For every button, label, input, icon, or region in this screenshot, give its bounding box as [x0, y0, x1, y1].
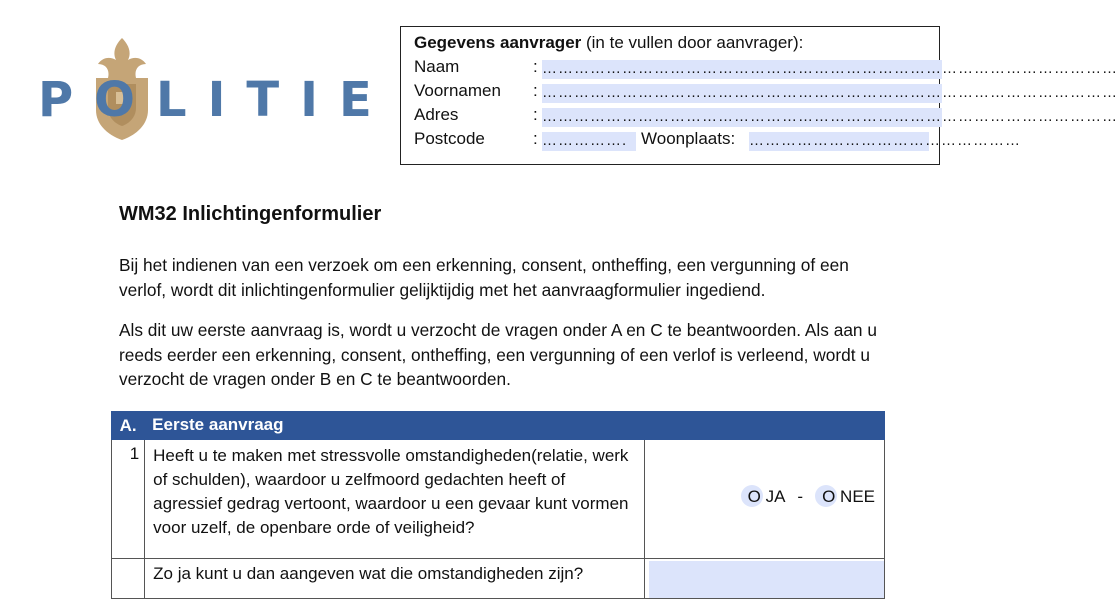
postcode-label: Postcode — [414, 129, 485, 148]
question-followup-text: Zo ja kunt u dan aangeven wat die omstandigheden zijn? — [145, 559, 645, 599]
city-field[interactable]: …………………………………………… — [749, 132, 1021, 149]
address-field[interactable]: ……………………………………………………………………………………………… — [542, 108, 1118, 125]
name-colon: : — [533, 57, 538, 76]
address-label: Adres — [414, 105, 459, 124]
yes-label: O JA — [747, 487, 786, 507]
question-row-1 — [112, 440, 885, 559]
followup-answer-field[interactable] — [649, 561, 884, 598]
postcode-field[interactable]: ……………. — [542, 132, 636, 151]
logo-wordmark: POLITIE — [38, 72, 393, 128]
question-answer-cell — [644, 440, 884, 559]
postcode-row — [414, 129, 1021, 153]
postcode-colon: : — [533, 129, 538, 148]
applicant-box-title — [414, 33, 803, 53]
question-text: Heeft u te maken met stressvolle omstandigheden(relatie, werk of schulden), waardoor u zelfmoord gedachten heeft of agressief gedrag vertoont, waardoor u een gevaar kunt vormen voor uzelf, de openbare orde of veiligheid? — [145, 440, 645, 559]
choice-separator: - — [797, 487, 804, 507]
instruction-paragraph: Als dit uw eerste aanvraag is, wordt u verzocht de vragen onder A en C te beantwoorden. Als aan u reeds eerder een erkenning, consent, ontheffing, een vergunning of een verlof is verleend, wordt u verzocht de vragen onder B en C te beantwoorden. — [119, 320, 877, 389]
section-a-table — [111, 411, 885, 599]
applicant-title-bold: Gegevens aanvrager — [414, 33, 582, 52]
form-title: WM32 Inlichtingenformulier — [119, 203, 382, 225]
followup-answer-cell — [644, 559, 884, 599]
section-title: Eerste aanvraag — [145, 412, 885, 440]
first-names-field[interactable]: ……………………………………………………………………………………………… — [542, 84, 1118, 101]
intro-paragraph: Bij het indienen van een verzoek om een erkenning, consent, ontheffing, een vergunning of een verlof, wordt dit inlichtingenformulier gelijktijdig met het aanvraagformulier ingediend. — [119, 255, 849, 300]
address-colon: : — [533, 105, 538, 124]
yes-no-choice — [741, 487, 875, 509]
first-names-label: Voornamen — [414, 81, 501, 100]
name-label: Naam — [414, 57, 460, 76]
applicant-title-rest: (in te vullen door aanvrager): — [581, 33, 804, 52]
question-row-2 — [112, 559, 885, 599]
question-number: 1 — [112, 440, 145, 559]
section-a-header — [112, 412, 885, 440]
section-letter: A. — [112, 412, 145, 440]
name-field[interactable]: ……………………………………………………………………………………………… — [542, 60, 1118, 77]
city-label: Woonplaats: — [641, 129, 736, 148]
first-names-colon: : — [533, 81, 538, 100]
applicant-data-box — [400, 26, 1118, 165]
first-names-row — [414, 81, 1118, 105]
address-row — [414, 105, 1118, 129]
politie-logo — [38, 34, 393, 144]
question-number-empty — [112, 559, 145, 599]
name-row — [414, 57, 1118, 81]
no-label: O NEE — [822, 487, 875, 507]
